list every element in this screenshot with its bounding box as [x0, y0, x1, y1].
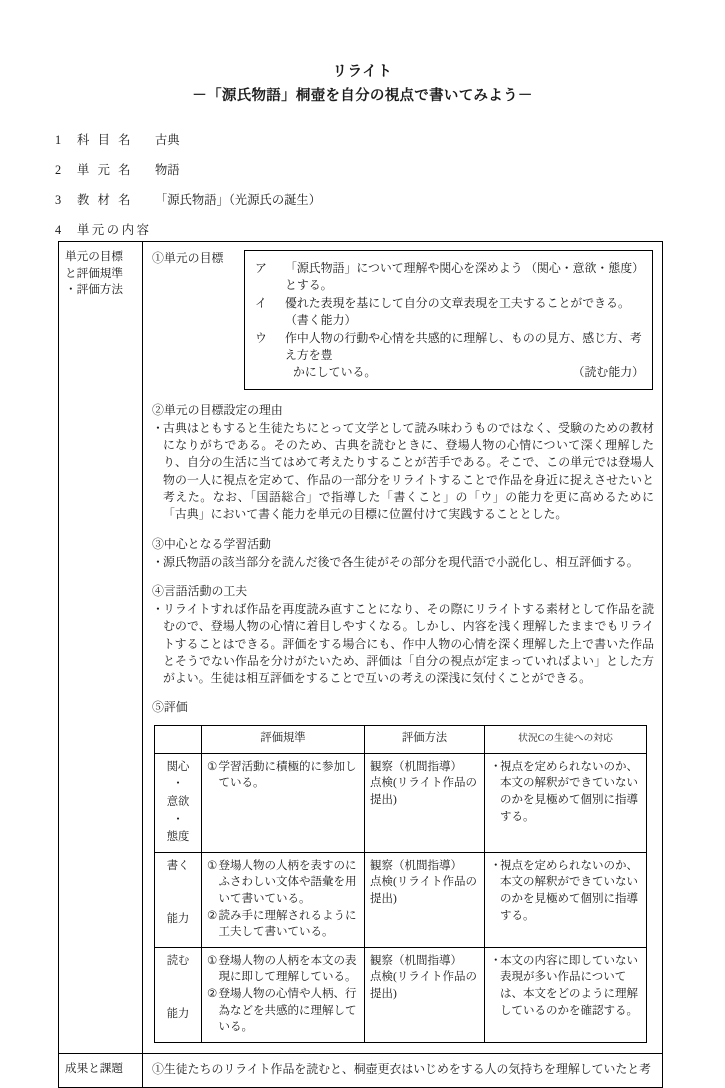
goal-item-a [255, 260, 644, 295]
info-number: 1 [55, 133, 62, 147]
goal-body: 優れた表現を基にして自分の文章表現を工夫することができる。（書く能力） [285, 295, 630, 328]
unit-goals-box [244, 250, 653, 390]
criteria-number: ② [207, 987, 218, 1000]
goal-text [285, 260, 644, 295]
evaluation-table-header-row [155, 726, 647, 753]
response-text: 視点を定められないのか、本文の解釈ができていないのかを見極めて個別に指導する。 [500, 859, 638, 922]
goal-body: 作中人物の行動や心情を共感的に理解し、ものの見方、感じ方、考え方を豊 [285, 330, 642, 363]
category-label: 書く 能力 [166, 859, 190, 925]
course-info-list [55, 130, 675, 250]
method-text: 観察（机間指導） 点検(リライト作品の提出) [370, 859, 477, 905]
section-heading-core-activity: ③中心となる学習活動 [152, 536, 271, 551]
criteria-item [207, 858, 360, 908]
criteria-item [207, 986, 360, 1036]
response-item [490, 953, 642, 1019]
criteria-number: ① [207, 859, 218, 872]
info-number: 4 [55, 223, 62, 237]
cell-response [485, 852, 647, 947]
info-row-material [55, 190, 675, 220]
row-label-line: と評価規準 [65, 266, 123, 280]
paragraph-text: 源氏物語の該当部分を読んだ後で各生徒がその部分を現代語で小説化し、相互評価する。 [163, 554, 639, 569]
goal-key: ア [255, 261, 267, 275]
info-value: 「源氏物語」（光源氏の誕生） [155, 193, 322, 207]
row-body-goals [143, 242, 662, 1053]
goal-body-continued: かにしている。 [293, 365, 377, 380]
criteria-text: 学習活動に積極的に参加している。 [218, 760, 357, 790]
goal-item-u-continuation [255, 364, 644, 381]
goal-item-u [255, 330, 644, 365]
section-heading-language-activity: ④言語活動の工夫 [152, 583, 248, 598]
title-main: リライト [332, 64, 393, 80]
criteria-number: ① [207, 954, 218, 967]
cell-criteria [202, 753, 365, 852]
column-header-response: 状況Cの生徒への対応 [485, 726, 647, 753]
criteria-text: 登場人物の人柄を本文の表現に即して理解している。 [218, 954, 357, 984]
document-title [0, 62, 725, 107]
paragraph-goal-rationale [152, 420, 654, 524]
row-label-results [59, 1054, 143, 1087]
row-body-results [143, 1054, 662, 1087]
info-value: 古典 [155, 133, 180, 147]
category-label: 読む 能力 [166, 954, 190, 1020]
criteria-item [207, 759, 360, 792]
info-label: 科 目 名 [77, 133, 134, 147]
table-row [155, 753, 647, 852]
goal-competency-tag: （読む能力） [572, 365, 644, 380]
method-text: 観察（机間指導） 点検(リライト作品の提出) [370, 954, 477, 1000]
unit-content-table [58, 241, 663, 1088]
row-label-line: ・評価方法 [65, 283, 123, 296]
table-row-results [59, 1054, 662, 1088]
goal-item-i [255, 295, 644, 330]
criteria-item [207, 953, 360, 986]
cell-method [365, 947, 485, 1042]
cell-category [155, 947, 202, 1042]
goal-key: イ [255, 295, 267, 310]
category-label: 関心 ・ 意欲 ・ 態度 [166, 760, 190, 844]
cell-category [155, 753, 202, 852]
row-label-line: 成果と課題 [65, 1061, 123, 1075]
paragraph-core-activity [152, 554, 654, 571]
goal-key: ウ [255, 330, 267, 345]
bullet-icon: ・ [490, 760, 502, 773]
response-item [490, 858, 642, 924]
cell-category [155, 852, 202, 947]
response-text: 本文の内容に即していない表現が多い作品については、本文をどのように理解しているのかを確認する。 [500, 954, 638, 1017]
criteria-number: ② [207, 909, 218, 922]
cell-method [365, 753, 485, 852]
results-text: ①生徒たちのリライト作品を読むと、桐壺更衣はいじめをする人の気持ちを理解していたと考 [152, 1061, 652, 1076]
column-header-method: 評価方法 [365, 726, 485, 753]
goal-body: 「源氏物語」について理解や関心を深めようとする。 [285, 261, 523, 293]
table-row [155, 947, 647, 1042]
bullet-icon: ・ [152, 601, 164, 616]
cell-response [485, 947, 647, 1042]
table-row [155, 852, 647, 947]
goal-competency-tag: （関心・意欲・態度） [525, 261, 644, 275]
info-label: 単 元 名 [77, 163, 134, 177]
evaluation-table [154, 725, 647, 1042]
criteria-text: 登場人物の人柄を表すのにふさわしい文体や語彙を用いて書いている。 [218, 859, 357, 905]
unit-goals-box-wrapper [244, 250, 653, 390]
response-text: 視点を定められないのか、本文の解釈ができていないのかを見極めて個別に指導する。 [500, 760, 638, 823]
paragraph-text: 古典はともすると生徒たちにとって文学として読み味わうものではなく、受験のための教材になりがちである。そのため、古典を読むときに、登場人物の心情について深く理解したり、自分の生活に当てはめて考えたりすることが苦手である。そこで、この単元では登場人物の一人に視点を定めて、作品の一部分をリライトすることで作品を身近に捉えさせたいと考えた。なお、「国語総合」で指導した「書くこと」の「ウ」の能力を更に高めるために「古典」において書く能力を単元の目標に位置付けて実践することとした。 [163, 420, 654, 522]
section-heading-evaluation: ⑤評価 [152, 700, 188, 715]
row-label-goals [59, 242, 143, 1053]
bullet-icon: ・ [490, 859, 502, 872]
paragraph-text: リライトすれば作品を再度読み直すことになり、その際にリライトする素材として作品を読むので、登場人物の心情に着目しやすくなる。しかし、内容を浅く理解したままでもリライトすることはできる。評価をする場合にも、作中人物の心情を深く理解した上で書いた作品とそうでない作品を分けがたいため、評価は「自分の視点が定まっていればよい」とした方がよい。生徒は相互評価をすることで互いの考えの深浅に気付くことができる。 [163, 601, 654, 686]
criteria-number: ① [207, 760, 218, 773]
row-label-line: 単元の目標 [65, 250, 123, 263]
goal-text [285, 295, 644, 330]
section-heading-unit-goals: ①単元の目標 [152, 251, 224, 265]
info-label: 教 材 名 [77, 193, 134, 207]
criteria-text: 読み手に理解されるように工夫して書いている。 [218, 909, 357, 939]
cell-criteria [202, 947, 365, 1042]
cell-response [485, 753, 647, 852]
method-text: 観察（机間指導） 点検(リライト作品の提出) [370, 760, 477, 806]
criteria-item [207, 908, 360, 941]
bullet-icon: ・ [152, 554, 164, 569]
info-label: 単元の内容 [77, 223, 152, 237]
bullet-icon: ・ [152, 420, 164, 435]
table-row-goals [59, 242, 662, 1054]
info-row-unit-name [55, 160, 675, 190]
cell-method [365, 852, 485, 947]
column-header-category [155, 726, 202, 753]
bullet-icon: ・ [490, 954, 502, 967]
response-item [490, 759, 642, 825]
info-number: 2 [55, 163, 62, 177]
title-subtitle: －「源氏物語」桐壺を自分の視点で書いてみよう－ [192, 88, 533, 104]
info-value: 物語 [155, 163, 180, 177]
section-heading-goal-rationale: ②単元の目標設定の理由 [152, 402, 283, 417]
paragraph-language-activity [152, 601, 654, 687]
info-number: 3 [55, 193, 62, 207]
goal-text [285, 330, 644, 365]
cell-criteria [202, 852, 365, 947]
info-row-subject [55, 130, 675, 160]
column-header-criteria: 評価規準 [202, 726, 365, 753]
criteria-text: 登場人物の心情や人柄、行為などを共感的に理解している。 [218, 987, 357, 1034]
